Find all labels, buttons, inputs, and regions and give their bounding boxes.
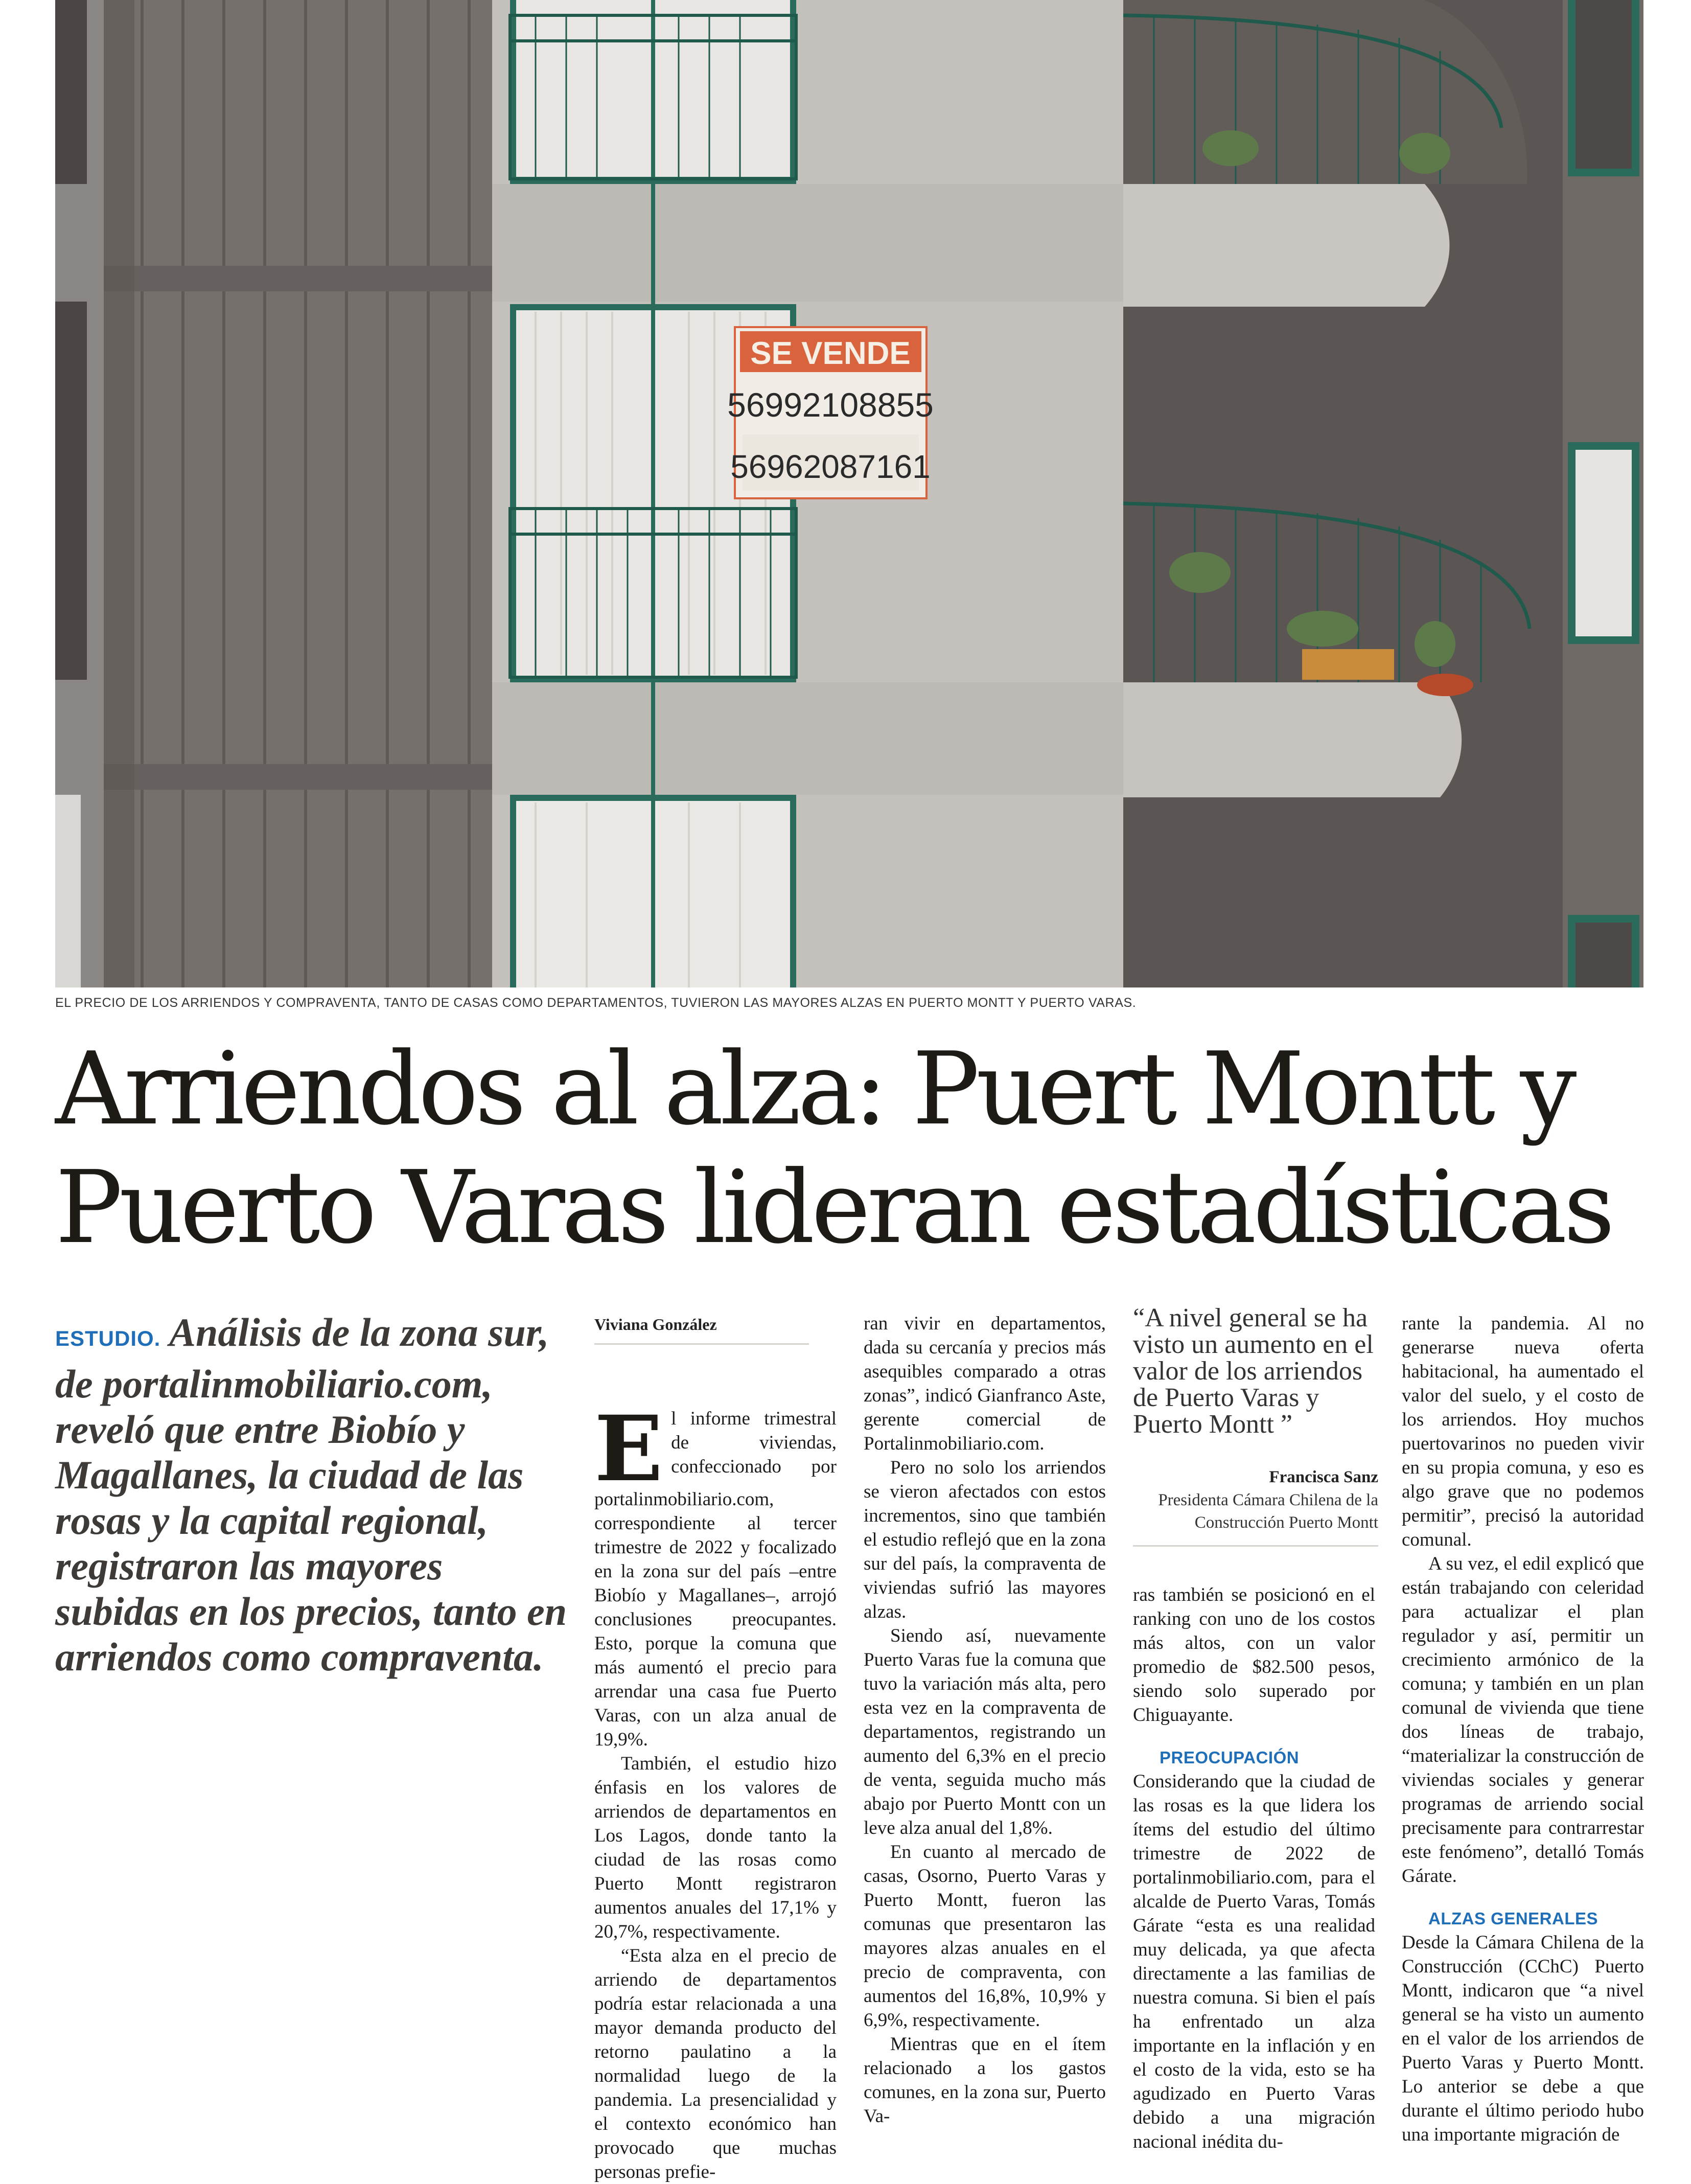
byline: Viviana González xyxy=(594,1315,809,1345)
headline-line-1: Arriendos al alza: Puert Montt y xyxy=(55,1031,1573,1147)
headline xyxy=(55,1030,1665,1267)
for-sale-sign xyxy=(727,327,934,498)
pull-quote-author: Francisca Sanz xyxy=(1269,1468,1378,1486)
body-paragraph: l informe trimestral de viviendas, confeccionado por portalinmobiliario.com, correspondiente al tercer trimestre de 2022 y focalizado en la zona sur del país –entre Biobío y Magallanes–, arrojó conclusiones preocupantes. Esto, porque la comuna que más aumentó el precio para arrendar una casa fue Puerto Varas, con un alza anual de 19,9%. xyxy=(594,1408,837,1750)
body-column-3 xyxy=(1133,1583,1375,2154)
sign-phone-1: 56992108855 xyxy=(727,386,934,424)
divider xyxy=(1133,1545,1378,1547)
section-tag: ESTUDIO. xyxy=(55,1326,161,1350)
body-paragraph: También, el estudio hizo énfasis en los valores de arriendos de departamentos en Los Lagos, donde tanto la ciudad de las rosas como Puerto Montt registraron aumentos anuales del 17,1% y 20,7%, respectivamente. xyxy=(594,1753,837,1942)
body-paragraph: Desde la Cámara Chilena de la Construcción (CChC) Puerto Montt, indicaron que “a nivel general se ha visto un aumento en el valor de los arriendos de Puerto Varas y Puerto Montt. Lo anterior se debe a que durante el último periodo hubo una importante migración de xyxy=(1402,1932,1644,2145)
body-paragraph: ras también se posicionó en el ranking con uno de los costos más altos, con un valor promedio de $82.500 pesos, siendo solo superado por Chiguayante. xyxy=(1133,1584,1375,1726)
body-paragraph: Pero no solo los arriendos se vieron afectados con estos incrementos, sino que también el estudio reflejó que en la zona sur del país, la compraventa de viviendas sufrió las mayores alzas. xyxy=(864,1457,1106,1622)
section-subhead: PREOCUPACIÓN xyxy=(1160,1748,1300,1767)
body-paragraph: A su vez, el edil explicó que están trabajando con celeridad para actualizar el plan regulador y así, permitir un crecimiento armónico de la comuna; y también en un plan comunal de vivienda que tiene dos líneas de trabajo, “materializar la construcción de viviendas sociales y generar programas de arriendo social precisamente para contrarrestar este fenómeno”, detalló Tomás Gárate. xyxy=(1402,1553,1644,1887)
lead-text: Análisis de la zona sur, de portalinmobiliario.com, reveló que entre Biobío y Magallanes, la ciudad de las rosas y la capital regional, registraron las mayores subidas en los precios, tanto en arriendos como compraventa. xyxy=(55,1310,567,1679)
body-column-2 xyxy=(864,1312,1106,2128)
body-paragraph: “Esta alza en el precio de arriendo de departamentos podría estar relacionada a una mayor demanda producto del retorno paulatino a la normalidad luego de la pandemia. La presencialidad y el contexto económico han provocado que muchas personas prefie- xyxy=(594,1945,837,2182)
body-paragraph: Mientras que en el ítem relacionado a los gastos comunes, en la zona sur, Puerto Va- xyxy=(864,2034,1106,2127)
body-column-4 xyxy=(1402,1312,1644,2147)
section-subhead: ALZAS GENERALES xyxy=(1428,1909,1599,1928)
body-paragraph: En cuanto al mercado de casas, Osorno, Puerto Varas y Puerto Montt, fueron las comunas que presentaron las mayores alzas anuales en el precio de compraventa, con aumentos del 16,8%, 10,9% y 6,9%, respectivamente. xyxy=(864,1842,1106,2031)
body-paragraph: Considerando que la ciudad de las rosas es la que lidera los ítems del estudio del último trimestre de 2022 de portalinmobiliario.com, para el alcalde de Puerto Varas, Tomás Gárate “esta es una realidad muy delicada, ya que afecta directamente a las familias de nuestra comuna. Si bien el país ha enfrentado un alza importante en la inflación y en el costo de la vida, esto se ha agudizado en Puerto Varas debido a una migración nacional inédita du- xyxy=(1133,1771,1375,2152)
body-paragraph: ran vivir en departamentos, dada su cercanía y precios más asequibles comparado a otras zonas”, indicó Gianfranco Aste, gerente comercial de Portalinmobiliario.com. xyxy=(864,1313,1106,1454)
pull-quote: “A nivel general se ha visto un aumento en el valor de los arriendos de Puerto Varas y Puerto Montt ” xyxy=(1133,1303,1374,1439)
body-column-1 xyxy=(594,1396,837,2184)
headline-line-2: Puerto Varas lideran estadísticas xyxy=(55,1150,1612,1266)
body-paragraph: Siendo así, nuevamente Puerto Varas fue la comuna que tuvo la variación más alta, pero esta vez en la compraventa de departamentos, registrando un aumento del 6,3% en el precio de venta, seguida mucho más abajo por Puerto Montt con un leve alza anual del 1,8%. xyxy=(864,1625,1106,1838)
lead-paragraph xyxy=(55,1309,572,1680)
sign-phone-2: 56962087161 xyxy=(730,448,931,485)
body-paragraph: rante la pandemia. Al no generarse nueva oferta habitacional, ha aumentado el valor del suelo, y el costo de los arriendos. Hoy muchos puertovarinos no pueden vivir en su propia comuna, y eso es algo grave que no podemos permitir”, precisó la autoridad comunal. xyxy=(1402,1313,1644,1550)
sign-title: SE VENDE xyxy=(750,336,911,371)
photo-caption: EL PRECIO DE LOS ARRIENDOS Y COMPRAVENTA, TANTO DE CASAS COMO DEPARTAMENTOS, TUVIERON LAS MAYORES ALZAS EN PUERTO MONTT Y PUERTO VARAS. xyxy=(55,996,1137,1010)
drop-cap: E xyxy=(594,1396,663,1502)
pull-quote-author-title: Presidenta Cámara Chilena de la Construcción Puerto Montt xyxy=(1158,1491,1378,1532)
article-photo xyxy=(55,0,1643,987)
